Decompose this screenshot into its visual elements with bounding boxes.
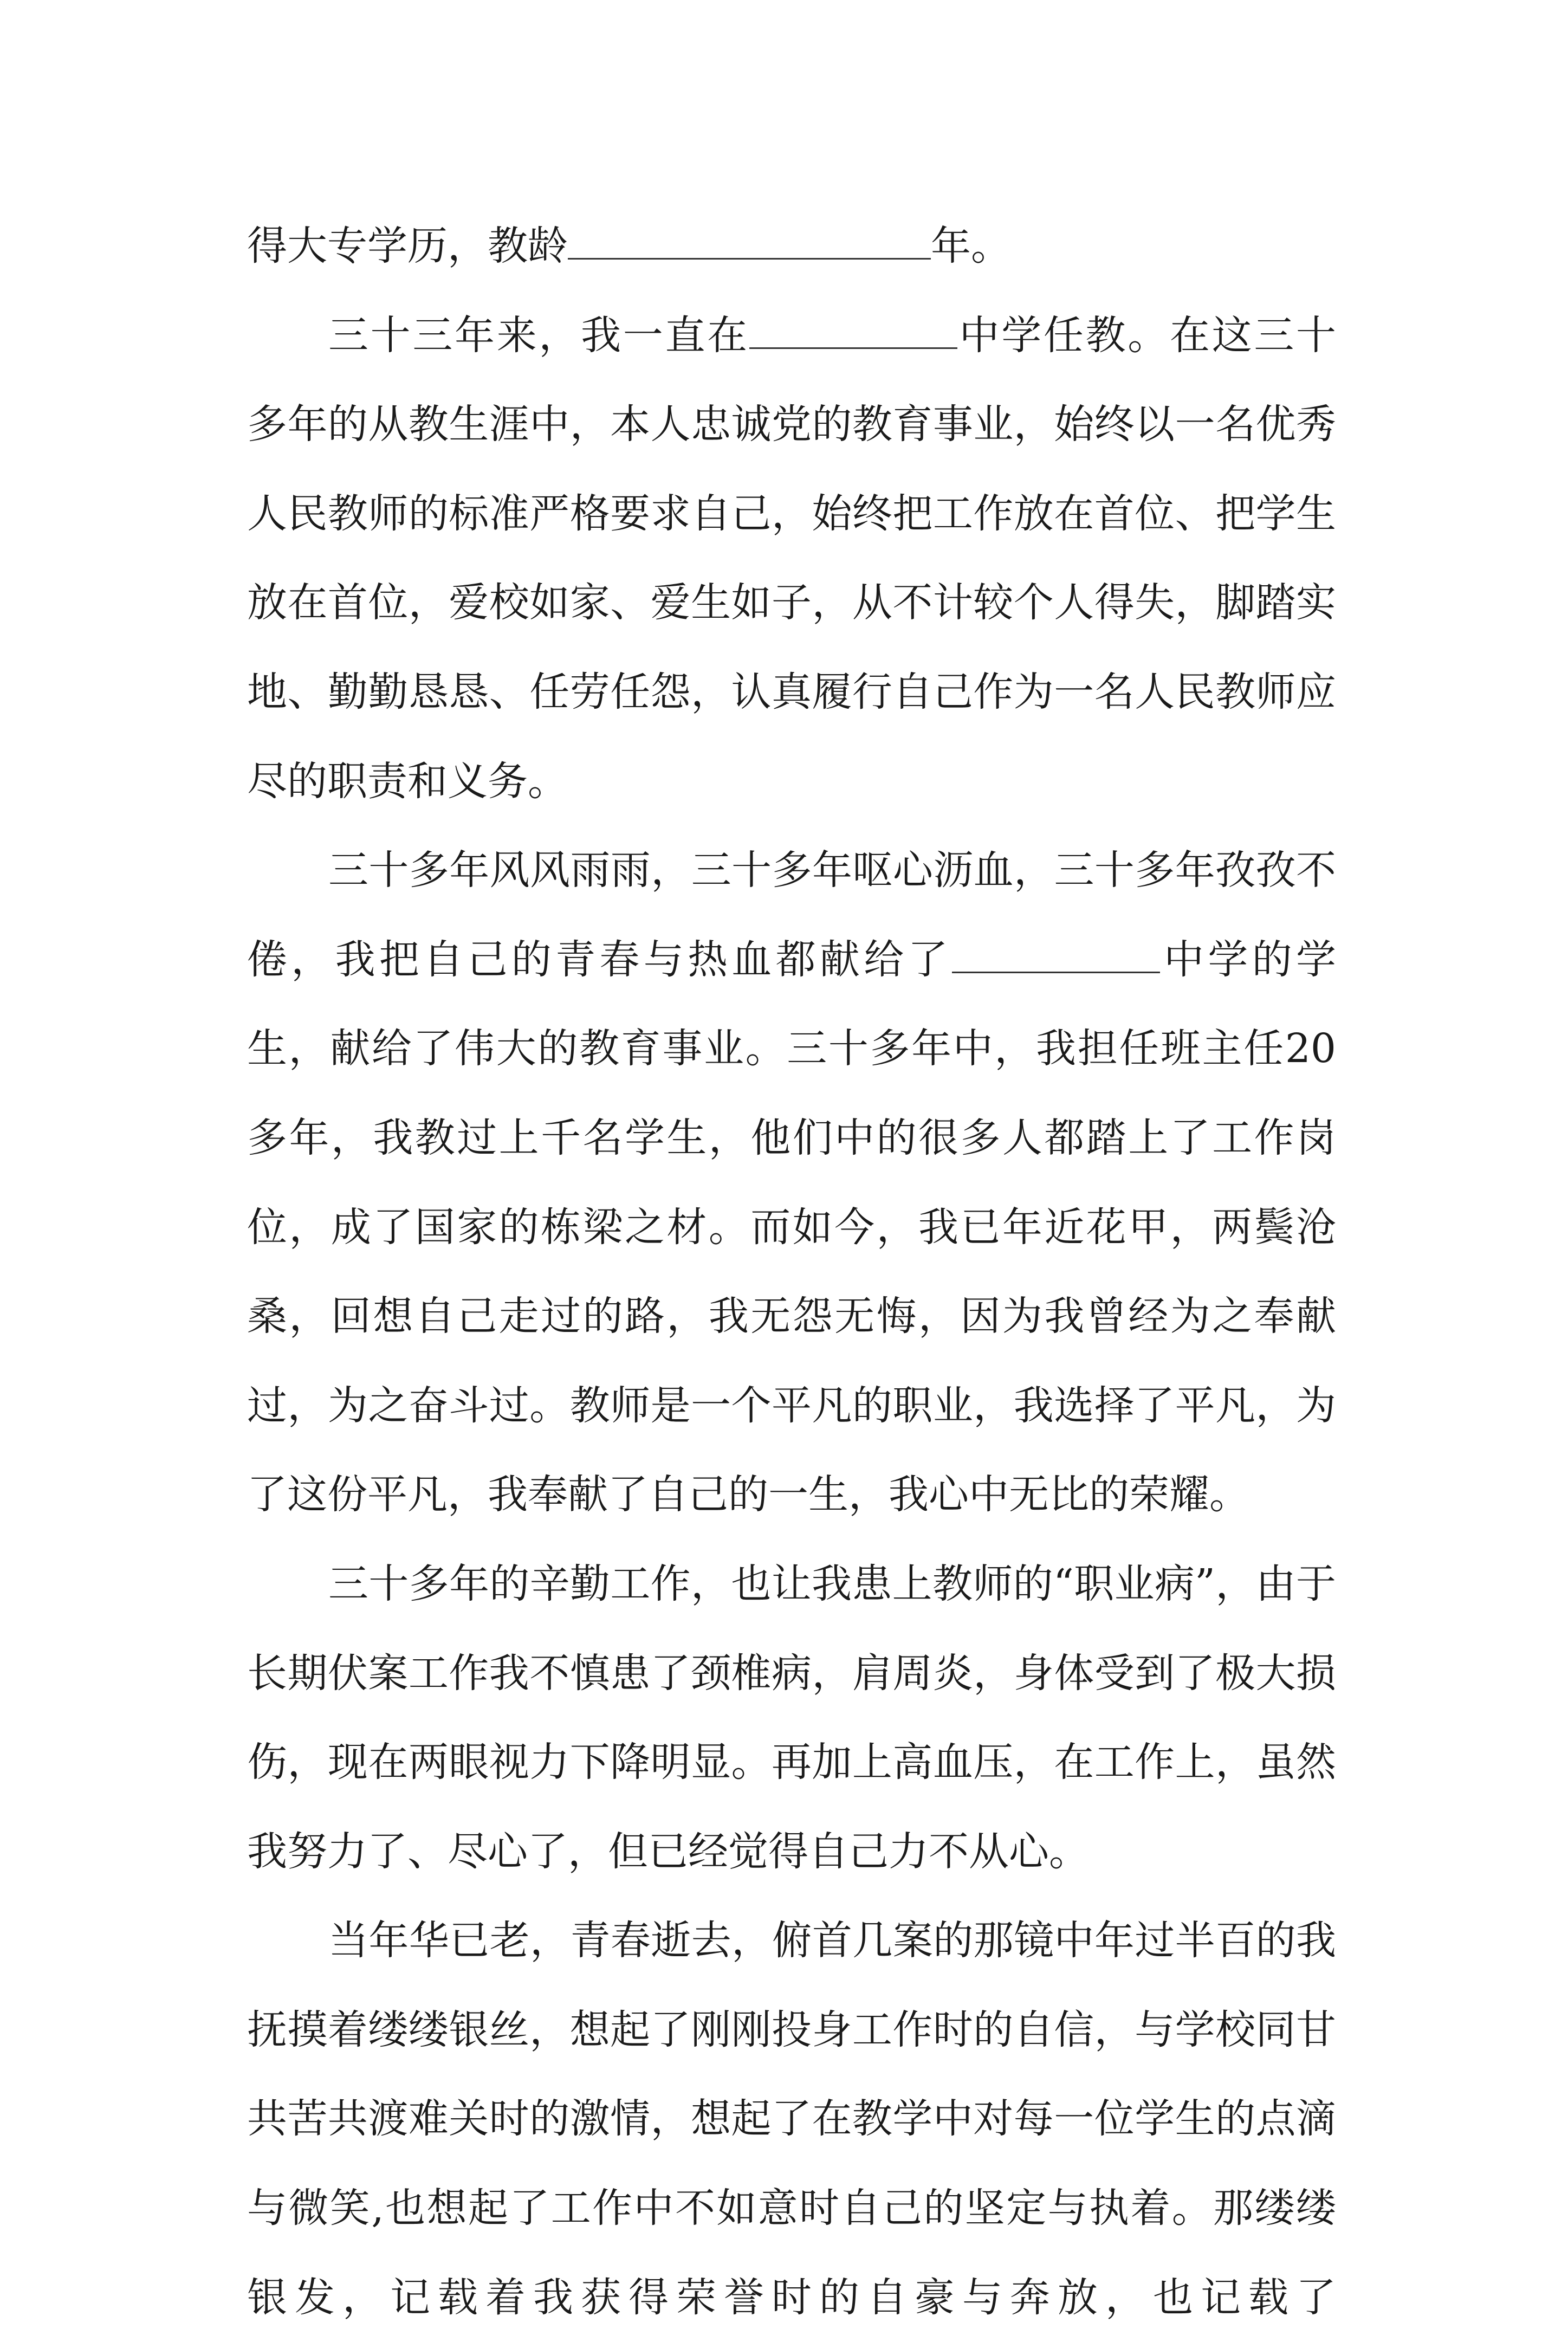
paragraph-text: 三十三年来，我一直在 [328, 312, 749, 359]
paragraph-education [247, 202, 1336, 291]
paragraph-health: 三十多年的辛勤工作，也让我患上教师的“职业病”，由于长期伏案工作我不慎患了颈椎病，肩周炎，身体受到了极大损伤，现在两眼视力下降明显。再加上高血压，在工作上，虽然我努力了、尽心了，但已经觉得自己力不从心。 [247, 1560, 1336, 1875]
paragraph-text: 中学任教。在这三十多年的从教生涯中，本人忠诚党的教育事业，始终以一名优秀人民教师的标准严格要求自己，始终把工作放在首位、把学生放在首位，爱校如家、爱生如子，从不计较个人得失，脚踏实地、勤勤恳恳、任劳任怨，认真履行自己作为一名人民教师应尽的职责和义务。 [247, 312, 1337, 805]
paragraph-text: 三十多年风风雨雨，三十多年呕心沥血，三十多年孜孜不倦，我把自己的青春与热血都献给了 [247, 847, 1336, 983]
paragraph-text: 中学的学生，献给了伟大的教育事业。三十多年中，我担任班主任20多年，我教过上千名学生，他们中的很多人都踏上了工作岗位，成了国家的栋梁之材。而如今，我已年近花甲，两鬓沧桑，回想自己走过的路，我无怨无悔，因为我曾经为之奉献过，为之奋斗过。教师是一个平凡的职业，我选择了平凡，为了这份平凡，我奉献了自己的一生，我心中无比的荣耀。 [247, 936, 1337, 1518]
paragraph-reflection: 当年华已老，青春逝去，俯首几案的那镜中年过半百的我抚摸着缕缕银丝，想起了刚刚投身工作时的自信，与学校同甘共苦共渡难关时的激情，想起了在教学中对每一位学生的点滴与微笑,也想起了工作中不如意时自己的坚定与执着。那缕缕银发，记载着我获得荣誉时的自豪与奔放，也记载了 [247, 1917, 1336, 2321]
paragraph-text: 得大专学历，教龄 [247, 223, 568, 269]
paragraph-dedication [247, 826, 1336, 1539]
document-body [247, 202, 1336, 2342]
paragraph-career [247, 291, 1336, 826]
blank-teaching-years [568, 222, 931, 260]
blank-school-name-2 [952, 935, 1160, 973]
paragraph-text: 年。 [931, 223, 1011, 269]
blank-school-name [749, 311, 957, 349]
